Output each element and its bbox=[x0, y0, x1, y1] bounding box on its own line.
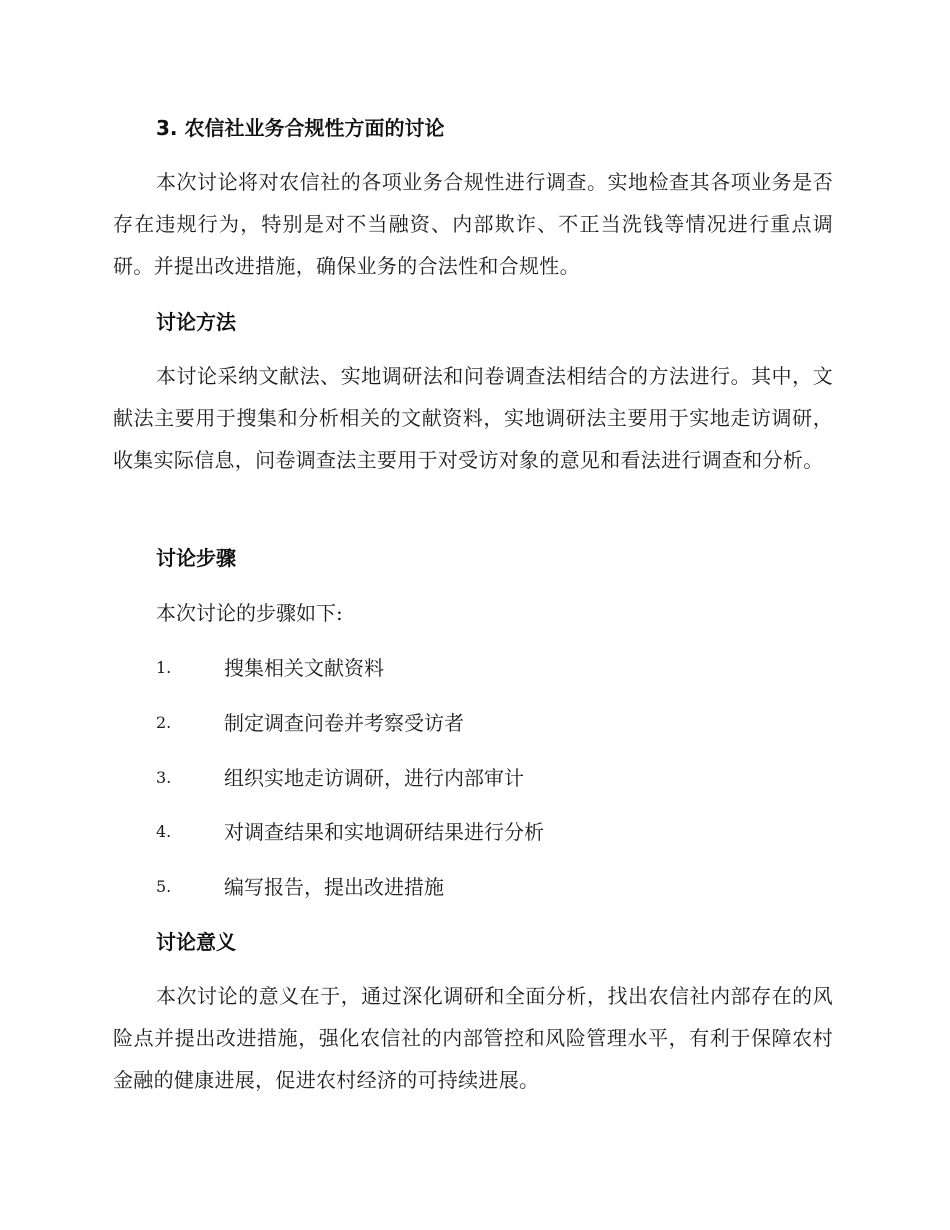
list-item-number: 1. bbox=[156, 658, 172, 677]
steps-intro: 本次讨论的步骤如下: bbox=[156, 601, 343, 625]
list-item-text: 组织实地走访调研，进行内部审计 bbox=[224, 766, 524, 790]
list-item-text: 编写报告，提出改进措施 bbox=[224, 875, 444, 899]
list-item-text: 制定调查问卷并考察受访者 bbox=[224, 711, 464, 735]
paragraph-compliance: 本次讨论将对农信社的各项业务合规性进行调查。实地检查其各项业务是否存在违规行为，特别是对不当融资、内部欺诈、不正当洗钱等情况进行重点调研。并提出改进措施，确保业务的合法性和合规性。 bbox=[113, 170, 833, 278]
paragraph-method: 本讨论采纳文献法、实地调研法和问卷调查法相结合的方法进行。其中，文献法主要用于搜集和分析相关的文献资料，实地调研法主要用于实地走访调研，收集实际信息，问卷调查法主要用于对受访对象的意见和看法进行调查和分析。 bbox=[113, 364, 833, 472]
list-item-number: 4. bbox=[156, 822, 172, 841]
list-item-number: 5. bbox=[156, 877, 172, 896]
section-heading-steps: 讨论步骤 bbox=[156, 546, 236, 570]
section-heading-significance: 讨论意义 bbox=[156, 930, 236, 954]
section-heading-compliance: 3. 农信社业务合规性方面的讨论 bbox=[156, 116, 445, 140]
section-heading-method: 讨论方法 bbox=[156, 310, 236, 334]
list-item-number: 2. bbox=[156, 713, 172, 732]
list-item-text: 对调查结果和实地调研结果进行分析 bbox=[224, 820, 544, 844]
paragraph-significance: 本次讨论的意义在于，通过深化调研和全面分析，找出农信社内部存在的风险点并提出改进措施，强化农信社的内部管控和风险管理水平，有利于保障农村金融的健康进展，促进农村经济的可持续进展。 bbox=[113, 984, 833, 1092]
list-item-number: 3. bbox=[156, 768, 172, 787]
list-item-text: 搜集相关文献资料 bbox=[224, 656, 384, 680]
